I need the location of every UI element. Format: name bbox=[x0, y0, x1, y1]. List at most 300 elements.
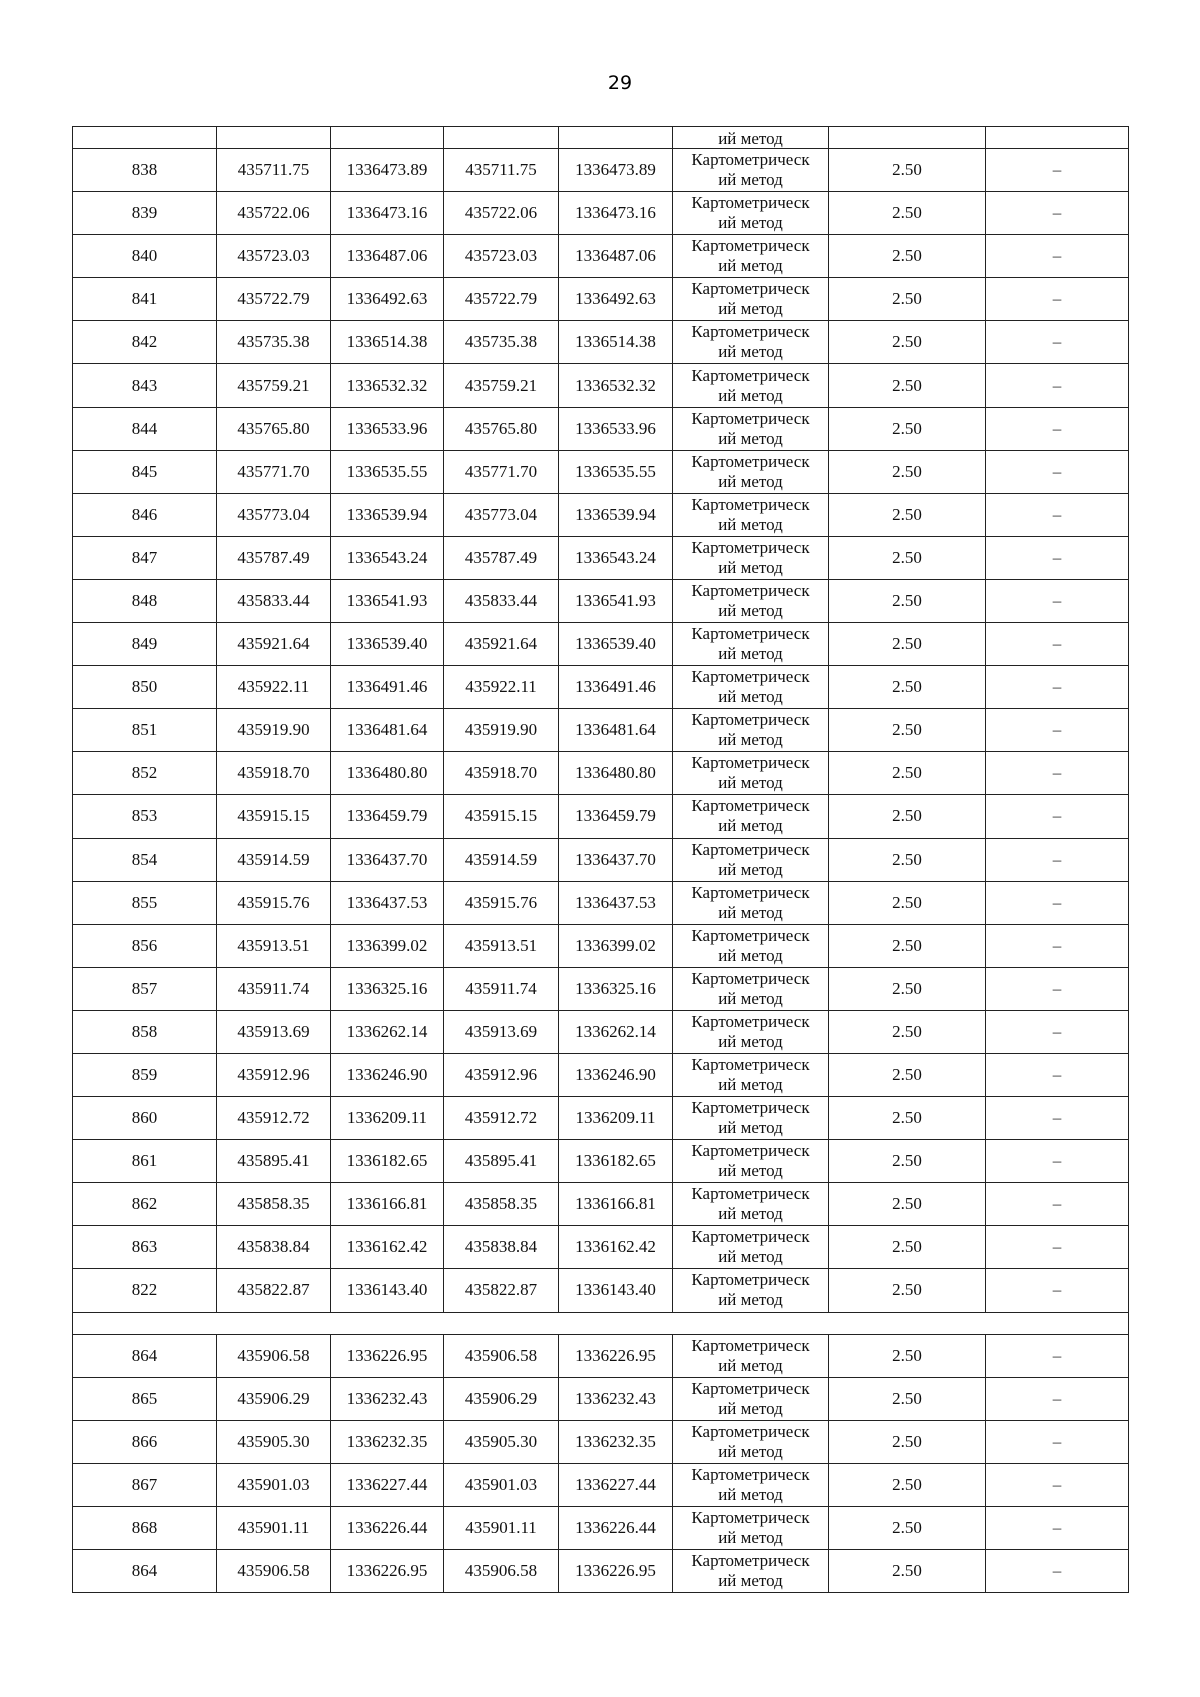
x-coordinate-cell: 435914.59 bbox=[444, 838, 559, 881]
y-coordinate-cell: 1336543.24 bbox=[559, 536, 673, 579]
table-row bbox=[73, 1463, 1129, 1506]
table-row bbox=[73, 579, 1129, 622]
x-coordinate-cell: 435912.72 bbox=[217, 1097, 331, 1140]
table-row bbox=[73, 192, 1129, 235]
table-row-continued bbox=[73, 127, 1129, 149]
method-cell bbox=[673, 666, 829, 709]
method-line-1: Картометрическ bbox=[691, 408, 810, 428]
point-number-cell: 848 bbox=[73, 579, 217, 622]
table-row bbox=[73, 1010, 1129, 1053]
method-cell bbox=[673, 623, 829, 666]
method-cell bbox=[673, 1010, 829, 1053]
y-coordinate-cell: 1336492.63 bbox=[331, 278, 444, 321]
y-coordinate-cell: 1336325.16 bbox=[331, 967, 444, 1010]
method-line-2: ий метод bbox=[718, 1484, 783, 1504]
y-coordinate-cell: 1336209.11 bbox=[331, 1097, 444, 1140]
point-number-cell: 843 bbox=[73, 364, 217, 407]
point-number-cell: 822 bbox=[73, 1269, 217, 1312]
dash-cell: – bbox=[986, 364, 1129, 407]
y-coordinate-cell: 1336491.46 bbox=[559, 666, 673, 709]
y-coordinate-cell: 1336492.63 bbox=[559, 278, 673, 321]
y-coordinate-cell: 1336539.94 bbox=[331, 493, 444, 536]
method-cell-continued: ий метод bbox=[673, 127, 829, 149]
x-coordinate-cell: 435918.70 bbox=[444, 752, 559, 795]
point-number-cell: 845 bbox=[73, 450, 217, 493]
x-coordinate-cell: 435913.51 bbox=[444, 924, 559, 967]
table-row bbox=[73, 924, 1129, 967]
y-coordinate-cell: 1336226.95 bbox=[559, 1550, 673, 1593]
x-coordinate-cell: 435906.58 bbox=[217, 1334, 331, 1377]
dash-cell: – bbox=[986, 1140, 1129, 1183]
method-cell bbox=[673, 1377, 829, 1420]
table-cell bbox=[73, 127, 217, 149]
point-number-cell: 861 bbox=[73, 1140, 217, 1183]
x-coordinate-cell: 435901.03 bbox=[444, 1463, 559, 1506]
y-coordinate-cell: 1336232.43 bbox=[331, 1377, 444, 1420]
table-row bbox=[73, 709, 1129, 752]
method-line-1: Картометрическ bbox=[691, 624, 810, 644]
accuracy-cell: 2.50 bbox=[829, 1183, 986, 1226]
x-coordinate-cell: 435922.11 bbox=[217, 666, 331, 709]
table-row bbox=[73, 1140, 1129, 1183]
y-coordinate-cell: 1336533.96 bbox=[331, 407, 444, 450]
method-line-2: ий метод bbox=[718, 557, 783, 577]
point-number-cell: 860 bbox=[73, 1097, 217, 1140]
x-coordinate-cell: 435915.15 bbox=[217, 795, 331, 838]
table-row bbox=[73, 666, 1129, 709]
dash-cell: – bbox=[986, 666, 1129, 709]
point-number-cell: 846 bbox=[73, 493, 217, 536]
method-cell bbox=[673, 967, 829, 1010]
x-coordinate-cell: 435787.49 bbox=[444, 536, 559, 579]
y-coordinate-cell: 1336535.55 bbox=[559, 450, 673, 493]
table-row bbox=[73, 1334, 1129, 1377]
accuracy-cell: 2.50 bbox=[829, 364, 986, 407]
dash-cell: – bbox=[986, 493, 1129, 536]
method-line-1: Картометрическ bbox=[691, 925, 810, 945]
method-line-2: ий метод bbox=[718, 1204, 783, 1224]
table-row bbox=[73, 1420, 1129, 1463]
point-number-cell: 840 bbox=[73, 235, 217, 278]
dash-cell: – bbox=[986, 1226, 1129, 1269]
method-line-1: Картометрическ bbox=[691, 1098, 810, 1118]
method-line-1: Картометрическ bbox=[691, 494, 810, 514]
method-cell bbox=[673, 924, 829, 967]
y-coordinate-cell: 1336182.65 bbox=[559, 1140, 673, 1183]
x-coordinate-cell: 435759.21 bbox=[217, 364, 331, 407]
table-separator-cell bbox=[73, 1312, 1129, 1334]
x-coordinate-cell: 435822.87 bbox=[217, 1269, 331, 1312]
x-coordinate-cell: 435722.79 bbox=[444, 278, 559, 321]
method-line-2: ий метод bbox=[718, 1398, 783, 1418]
accuracy-cell: 2.50 bbox=[829, 924, 986, 967]
accuracy-cell: 2.50 bbox=[829, 235, 986, 278]
y-coordinate-cell: 1336481.64 bbox=[559, 709, 673, 752]
method-line-2: ий метод bbox=[718, 213, 783, 233]
accuracy-cell: 2.50 bbox=[829, 1334, 986, 1377]
accuracy-cell: 2.50 bbox=[829, 1269, 986, 1312]
accuracy-cell: 2.50 bbox=[829, 407, 986, 450]
method-line-2: ий метод bbox=[718, 514, 783, 534]
x-coordinate-cell: 435906.58 bbox=[444, 1334, 559, 1377]
point-number-cell: 852 bbox=[73, 752, 217, 795]
x-coordinate-cell: 435915.76 bbox=[217, 881, 331, 924]
x-coordinate-cell: 435838.84 bbox=[217, 1226, 331, 1269]
method-cell bbox=[673, 1463, 829, 1506]
x-coordinate-cell: 435912.96 bbox=[444, 1053, 559, 1096]
method-line-1: Картометрическ bbox=[691, 839, 810, 859]
method-line-2: ий метод bbox=[718, 342, 783, 362]
method-line-2: ий метод bbox=[718, 902, 783, 922]
dash-cell: – bbox=[986, 1550, 1129, 1593]
dash-cell: – bbox=[986, 709, 1129, 752]
method-cell bbox=[673, 1226, 829, 1269]
point-number-cell: 862 bbox=[73, 1183, 217, 1226]
x-coordinate-cell: 435921.64 bbox=[444, 623, 559, 666]
accuracy-cell: 2.50 bbox=[829, 623, 986, 666]
method-line-2: ий метод bbox=[718, 1247, 783, 1267]
y-coordinate-cell: 1336226.95 bbox=[331, 1334, 444, 1377]
y-coordinate-cell: 1336532.32 bbox=[331, 364, 444, 407]
method-line-2: ий метод bbox=[718, 471, 783, 491]
x-coordinate-cell: 435905.30 bbox=[217, 1420, 331, 1463]
y-coordinate-cell: 1336232.35 bbox=[559, 1420, 673, 1463]
y-coordinate-cell: 1336232.35 bbox=[331, 1420, 444, 1463]
accuracy-cell: 2.50 bbox=[829, 450, 986, 493]
y-coordinate-cell: 1336487.06 bbox=[559, 235, 673, 278]
x-coordinate-cell: 435735.38 bbox=[444, 321, 559, 364]
method-cell bbox=[673, 1183, 829, 1226]
y-coordinate-cell: 1336481.64 bbox=[331, 709, 444, 752]
method-cell bbox=[673, 536, 829, 579]
x-coordinate-cell: 435913.69 bbox=[444, 1010, 559, 1053]
method-line-1: Картометрическ bbox=[691, 1507, 810, 1527]
y-coordinate-cell: 1336539.40 bbox=[559, 623, 673, 666]
y-coordinate-cell: 1336473.89 bbox=[331, 149, 444, 192]
table-row bbox=[73, 1550, 1129, 1593]
x-coordinate-cell: 435895.41 bbox=[217, 1140, 331, 1183]
accuracy-cell: 2.50 bbox=[829, 967, 986, 1010]
x-coordinate-cell: 435723.03 bbox=[217, 235, 331, 278]
y-coordinate-cell: 1336182.65 bbox=[331, 1140, 444, 1183]
method-line-1: Картометрическ bbox=[691, 580, 810, 600]
method-line-1: Картометрическ bbox=[691, 279, 810, 299]
accuracy-cell: 2.50 bbox=[829, 1226, 986, 1269]
method-cell bbox=[673, 1269, 829, 1312]
method-line-2: ий метод bbox=[718, 1290, 783, 1310]
method-cell bbox=[673, 1420, 829, 1463]
method-line-1: Картометрическ bbox=[691, 710, 810, 730]
accuracy-cell: 2.50 bbox=[829, 321, 986, 364]
accuracy-cell: 2.50 bbox=[829, 666, 986, 709]
y-coordinate-cell: 1336209.11 bbox=[559, 1097, 673, 1140]
y-coordinate-cell: 1336246.90 bbox=[559, 1053, 673, 1096]
dash-cell: – bbox=[986, 1420, 1129, 1463]
y-coordinate-cell: 1336246.90 bbox=[331, 1053, 444, 1096]
x-coordinate-cell: 435895.41 bbox=[444, 1140, 559, 1183]
table-row bbox=[73, 1377, 1129, 1420]
method-line-1: Картометрическ bbox=[691, 1378, 810, 1398]
method-line-2: ий метод bbox=[718, 1161, 783, 1181]
accuracy-cell: 2.50 bbox=[829, 795, 986, 838]
method-line-1: Картометрическ bbox=[691, 1227, 810, 1247]
x-coordinate-cell: 435787.49 bbox=[217, 536, 331, 579]
dash-cell: – bbox=[986, 407, 1129, 450]
method-cell bbox=[673, 407, 829, 450]
method-line-1: Картометрическ bbox=[691, 451, 810, 471]
table-row bbox=[73, 450, 1129, 493]
point-number-cell: 838 bbox=[73, 149, 217, 192]
accuracy-cell: 2.50 bbox=[829, 1550, 986, 1593]
table-separator-row bbox=[73, 1312, 1129, 1334]
table-cell bbox=[986, 127, 1129, 149]
x-coordinate-cell: 435765.80 bbox=[444, 407, 559, 450]
method-cell bbox=[673, 1097, 829, 1140]
method-line-2: ий метод bbox=[718, 1441, 783, 1461]
method-line-2: ий метод bbox=[718, 428, 783, 448]
method-line-2: ий метод bbox=[718, 600, 783, 620]
x-coordinate-cell: 435921.64 bbox=[217, 623, 331, 666]
dash-cell: – bbox=[986, 192, 1129, 235]
table-row bbox=[73, 407, 1129, 450]
y-coordinate-cell: 1336487.06 bbox=[331, 235, 444, 278]
table-cell bbox=[331, 127, 444, 149]
y-coordinate-cell: 1336533.96 bbox=[559, 407, 673, 450]
x-coordinate-cell: 435913.51 bbox=[217, 924, 331, 967]
y-coordinate-cell: 1336514.38 bbox=[331, 321, 444, 364]
y-coordinate-cell: 1336535.55 bbox=[331, 450, 444, 493]
method-line-1: Картометрическ bbox=[691, 537, 810, 557]
accuracy-cell: 2.50 bbox=[829, 1053, 986, 1096]
y-coordinate-cell: 1336399.02 bbox=[559, 924, 673, 967]
x-coordinate-cell: 435833.44 bbox=[217, 579, 331, 622]
x-coordinate-cell: 435919.90 bbox=[444, 709, 559, 752]
method-cell bbox=[673, 278, 829, 321]
y-coordinate-cell: 1336227.44 bbox=[559, 1463, 673, 1506]
x-coordinate-cell: 435901.11 bbox=[444, 1506, 559, 1549]
x-coordinate-cell: 435922.11 bbox=[444, 666, 559, 709]
y-coordinate-cell: 1336226.95 bbox=[559, 1334, 673, 1377]
y-coordinate-cell: 1336399.02 bbox=[331, 924, 444, 967]
coordinates-table bbox=[72, 126, 1129, 1593]
point-number-cell: 856 bbox=[73, 924, 217, 967]
accuracy-cell: 2.50 bbox=[829, 1463, 986, 1506]
point-number-cell: 851 bbox=[73, 709, 217, 752]
y-coordinate-cell: 1336541.93 bbox=[331, 579, 444, 622]
method-cell bbox=[673, 838, 829, 881]
method-line-1: Картометрическ bbox=[691, 322, 810, 342]
method-line-2: ий метод bbox=[718, 730, 783, 750]
table-row bbox=[73, 967, 1129, 1010]
y-coordinate-cell: 1336262.14 bbox=[559, 1010, 673, 1053]
accuracy-cell: 2.50 bbox=[829, 838, 986, 881]
point-number-cell: 864 bbox=[73, 1550, 217, 1593]
accuracy-cell: 2.50 bbox=[829, 709, 986, 752]
x-coordinate-cell: 435858.35 bbox=[217, 1183, 331, 1226]
method-line-2: ий метод bbox=[718, 299, 783, 319]
method-line-1: Картометрическ bbox=[691, 1011, 810, 1031]
y-coordinate-cell: 1336480.80 bbox=[331, 752, 444, 795]
table-cell bbox=[217, 127, 331, 149]
accuracy-cell: 2.50 bbox=[829, 278, 986, 321]
y-coordinate-cell: 1336437.70 bbox=[559, 838, 673, 881]
table-cell bbox=[829, 127, 986, 149]
table-row bbox=[73, 536, 1129, 579]
method-line-2: ий метод bbox=[718, 773, 783, 793]
method-line-2: ий метод bbox=[718, 988, 783, 1008]
x-coordinate-cell: 435918.70 bbox=[217, 752, 331, 795]
method-line-1: Картометрическ bbox=[691, 1421, 810, 1441]
y-coordinate-cell: 1336437.53 bbox=[331, 881, 444, 924]
dash-cell: – bbox=[986, 924, 1129, 967]
table-row bbox=[73, 1269, 1129, 1312]
point-number-cell: 868 bbox=[73, 1506, 217, 1549]
method-line-2: ий метод bbox=[718, 1118, 783, 1138]
method-line-2: ий метод bbox=[718, 1571, 783, 1591]
y-coordinate-cell: 1336539.40 bbox=[331, 623, 444, 666]
method-line-1: Картометрическ bbox=[691, 1551, 810, 1571]
x-coordinate-cell: 435711.75 bbox=[217, 149, 331, 192]
method-cell bbox=[673, 579, 829, 622]
dash-cell: – bbox=[986, 1097, 1129, 1140]
method-line-1: Картометрическ bbox=[691, 193, 810, 213]
dash-cell: – bbox=[986, 536, 1129, 579]
point-number-cell: 864 bbox=[73, 1334, 217, 1377]
accuracy-cell: 2.50 bbox=[829, 1010, 986, 1053]
dash-cell: – bbox=[986, 967, 1129, 1010]
accuracy-cell: 2.50 bbox=[829, 752, 986, 795]
dash-cell: – bbox=[986, 278, 1129, 321]
dash-cell: – bbox=[986, 1334, 1129, 1377]
table-row bbox=[73, 278, 1129, 321]
y-coordinate-cell: 1336459.79 bbox=[559, 795, 673, 838]
method-line-1: Картометрическ bbox=[691, 1141, 810, 1161]
dash-cell: – bbox=[986, 450, 1129, 493]
x-coordinate-cell: 435906.58 bbox=[444, 1550, 559, 1593]
x-coordinate-cell: 435906.58 bbox=[217, 1550, 331, 1593]
accuracy-cell: 2.50 bbox=[829, 1097, 986, 1140]
method-line-2: ий метод bbox=[718, 816, 783, 836]
y-coordinate-cell: 1336437.53 bbox=[559, 881, 673, 924]
method-line-2: ий метод bbox=[718, 644, 783, 664]
dash-cell: – bbox=[986, 623, 1129, 666]
x-coordinate-cell: 435735.38 bbox=[217, 321, 331, 364]
accuracy-cell: 2.50 bbox=[829, 881, 986, 924]
y-coordinate-cell: 1336541.93 bbox=[559, 579, 673, 622]
y-coordinate-cell: 1336166.81 bbox=[559, 1183, 673, 1226]
x-coordinate-cell: 435759.21 bbox=[444, 364, 559, 407]
table-row bbox=[73, 752, 1129, 795]
dash-cell: – bbox=[986, 1269, 1129, 1312]
point-number-cell: 853 bbox=[73, 795, 217, 838]
method-cell bbox=[673, 709, 829, 752]
point-number-cell: 842 bbox=[73, 321, 217, 364]
point-number-cell: 866 bbox=[73, 1420, 217, 1463]
point-number-cell: 865 bbox=[73, 1377, 217, 1420]
method-line-2: ий метод bbox=[718, 1355, 783, 1375]
y-coordinate-cell: 1336262.14 bbox=[331, 1010, 444, 1053]
y-coordinate-cell: 1336226.44 bbox=[559, 1506, 673, 1549]
y-coordinate-cell: 1336473.16 bbox=[559, 192, 673, 235]
accuracy-cell: 2.50 bbox=[829, 1506, 986, 1549]
table-row bbox=[73, 364, 1129, 407]
accuracy-cell: 2.50 bbox=[829, 149, 986, 192]
table-row bbox=[73, 1097, 1129, 1140]
accuracy-cell: 2.50 bbox=[829, 1140, 986, 1183]
y-coordinate-cell: 1336473.89 bbox=[559, 149, 673, 192]
dash-cell: – bbox=[986, 1463, 1129, 1506]
coordinates-table-body bbox=[73, 127, 1129, 1593]
x-coordinate-cell: 435858.35 bbox=[444, 1183, 559, 1226]
x-coordinate-cell: 435765.80 bbox=[217, 407, 331, 450]
x-coordinate-cell: 435822.87 bbox=[444, 1269, 559, 1312]
y-coordinate-cell: 1336226.95 bbox=[331, 1550, 444, 1593]
accuracy-cell: 2.50 bbox=[829, 493, 986, 536]
y-coordinate-cell: 1336491.46 bbox=[331, 666, 444, 709]
method-cell bbox=[673, 1140, 829, 1183]
method-cell bbox=[673, 321, 829, 364]
y-coordinate-cell: 1336459.79 bbox=[331, 795, 444, 838]
point-number-cell: 849 bbox=[73, 623, 217, 666]
method-cell bbox=[673, 364, 829, 407]
method-cell bbox=[673, 235, 829, 278]
x-coordinate-cell: 435771.70 bbox=[217, 450, 331, 493]
point-number-cell: 844 bbox=[73, 407, 217, 450]
method-line-1: Картометрическ bbox=[691, 1464, 810, 1484]
table-row bbox=[73, 1183, 1129, 1226]
y-coordinate-cell: 1336539.94 bbox=[559, 493, 673, 536]
point-number-cell: 863 bbox=[73, 1226, 217, 1269]
method-cell bbox=[673, 881, 829, 924]
method-line-1: Картометрическ bbox=[691, 796, 810, 816]
method-line-1: Картометрическ bbox=[691, 1055, 810, 1075]
x-coordinate-cell: 435773.04 bbox=[444, 493, 559, 536]
table-row bbox=[73, 623, 1129, 666]
method-line-2: ий метод bbox=[718, 256, 783, 276]
x-coordinate-cell: 435915.76 bbox=[444, 881, 559, 924]
dash-cell: – bbox=[986, 1053, 1129, 1096]
table-row bbox=[73, 321, 1129, 364]
method-line-1: Картометрическ bbox=[691, 236, 810, 256]
dash-cell: – bbox=[986, 795, 1129, 838]
method-cell bbox=[673, 149, 829, 192]
method-line-1: Картометрическ bbox=[691, 365, 810, 385]
table-row bbox=[73, 1053, 1129, 1096]
x-coordinate-cell: 435913.69 bbox=[217, 1010, 331, 1053]
page-number: 29 bbox=[607, 72, 633, 94]
method-cell bbox=[673, 493, 829, 536]
method-line-2: ий метод bbox=[718, 170, 783, 190]
x-coordinate-cell: 435912.96 bbox=[217, 1053, 331, 1096]
accuracy-cell: 2.50 bbox=[829, 1377, 986, 1420]
method-line-1: Картометрическ bbox=[691, 753, 810, 773]
table-row bbox=[73, 235, 1129, 278]
accuracy-cell: 2.50 bbox=[829, 536, 986, 579]
dash-cell: – bbox=[986, 579, 1129, 622]
accuracy-cell: 2.50 bbox=[829, 579, 986, 622]
y-coordinate-cell: 1336473.16 bbox=[331, 192, 444, 235]
dash-cell: – bbox=[986, 752, 1129, 795]
method-line-2: ий метод bbox=[718, 385, 783, 405]
x-coordinate-cell: 435838.84 bbox=[444, 1226, 559, 1269]
x-coordinate-cell: 435722.06 bbox=[444, 192, 559, 235]
x-coordinate-cell: 435771.70 bbox=[444, 450, 559, 493]
x-coordinate-cell: 435919.90 bbox=[217, 709, 331, 752]
y-coordinate-cell: 1336162.42 bbox=[331, 1226, 444, 1269]
table-row bbox=[73, 1506, 1129, 1549]
dash-cell: – bbox=[986, 235, 1129, 278]
accuracy-cell: 2.50 bbox=[829, 1420, 986, 1463]
